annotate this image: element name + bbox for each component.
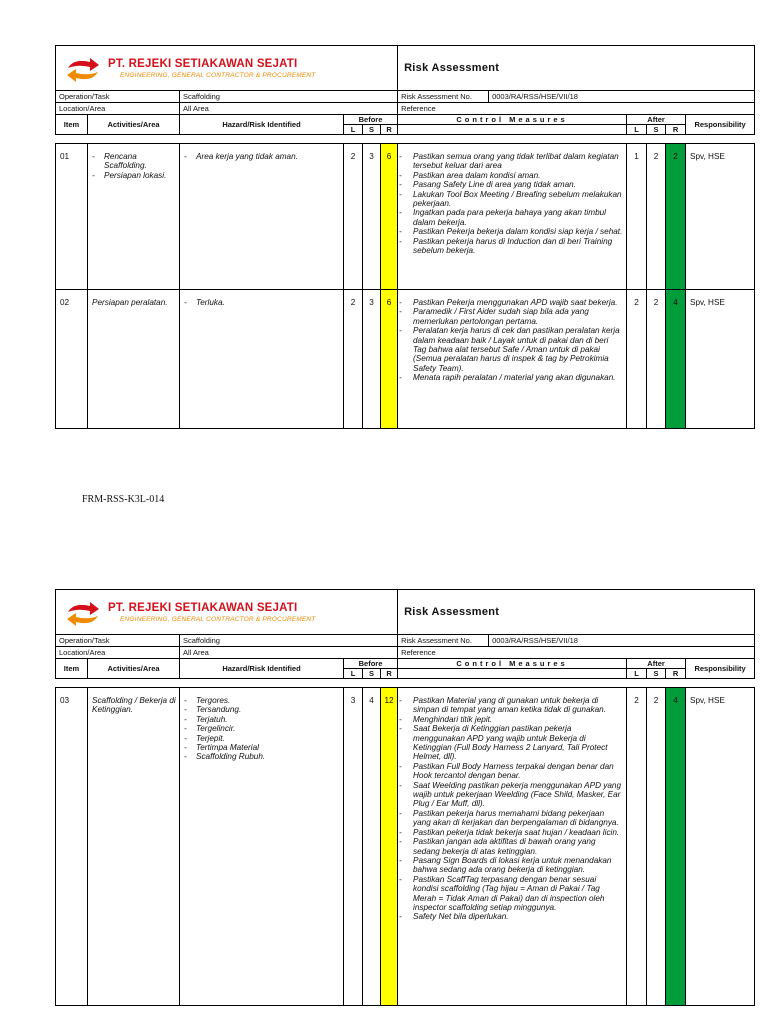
control-item: - Pastikan jangan ada aktifitas di bawah orang yang sedang bekerja di atas ketinggian. [399, 837, 623, 856]
hazard-item: - Terluka. [184, 298, 340, 307]
before-r: 6 [381, 290, 398, 429]
hazard-item: - Tergelincir. [184, 724, 340, 733]
form-code: FRM-RSS-K3L-014 [82, 494, 165, 505]
risk-table-2 [55, 687, 755, 1006]
company-logo-cell [56, 590, 398, 635]
control-item: - Pastikan Pekerja menggunakan APD wajib saat bekerja. [399, 298, 623, 307]
operation-label: Operation/Task [56, 635, 180, 647]
control-list [399, 696, 623, 922]
before-r: 6 [381, 144, 398, 290]
control-item: - Pastikan ScaffTag terpasang dengan benar sesuai kondisi scaffolding (Tag hijau = Aman di Pakai / Tag Merah = Tidak Aman di Pakai) dan di inspection oleh inspector scaffolding setiap minggunya. [399, 875, 623, 913]
arrows-logo-icon [64, 600, 102, 628]
company-tagline: ENGINEERING, GENERAL CONTRACTOR & PROCUREMENT [120, 72, 316, 79]
operation-value: Scaffolding [180, 635, 398, 647]
hazard-item: - Tertimpa Material [184, 743, 340, 752]
after-s: 2 [647, 290, 666, 429]
col-after: After [627, 659, 686, 669]
ra-no-value: 0003/RA/RSS/HSE/VII/18 [489, 91, 755, 103]
activity-text: Scaffolding / Bekerja di Ketinggian. [92, 696, 176, 715]
control-item: - Lakukan Tool Box Meeting / Breafing sebelum melakukan pekerjaan. [399, 190, 623, 209]
hazard-item: - Scaffolding Rubuh. [184, 752, 340, 761]
row-responsibility: Spv, HSE [686, 688, 755, 1006]
control-item: - Menghindari titik jepit. [399, 715, 623, 724]
before-r: 12 [381, 688, 398, 1006]
after-l: 1 [627, 144, 647, 290]
document-title: Risk Assessment [398, 590, 755, 635]
hazard-item: - Tersandung. [184, 705, 340, 714]
company-tagline: ENGINEERING, GENERAL CONTRACTOR & PROCUREMENT [120, 616, 316, 623]
ra-no-label: Risk Assessment No. [398, 635, 489, 647]
operation-label: Operation/Task [56, 91, 180, 103]
operation-value: Scaffolding [180, 91, 398, 103]
row-controls [398, 688, 627, 1006]
after-r: 4 [666, 688, 686, 1006]
control-item: - Saat Bekerja di Ketinggian pastikan pekerja menggunakan APD yang wajib untuk Bekerja di Ketinggian (Full Body Harness 2 Lanyard, Tali Protect Helmet, dll). [399, 724, 623, 762]
before-l: 2 [344, 144, 363, 290]
before-l: 2 [344, 290, 363, 429]
hazard-item: - Tergores. [184, 696, 340, 705]
company-name: PT. REJEKI SETIAKAWAN SEJATI [108, 602, 298, 614]
activity-list [92, 152, 176, 180]
col-after-s: S [647, 669, 666, 679]
control-item: - Safety Net bila diperlukan. [399, 912, 623, 921]
reference-label: Reference [398, 647, 755, 659]
after-s: 2 [647, 688, 666, 1006]
table-row [56, 688, 755, 1006]
after-r: 4 [666, 290, 686, 429]
control-item: - Pasang Safety Line di area yang tidak aman. [399, 180, 623, 189]
company-logo [64, 597, 364, 631]
row-controls [398, 144, 627, 290]
col-after-s: S [647, 125, 666, 135]
activity-text: Persiapan peralatan. [92, 298, 168, 307]
before-s: 3 [363, 144, 381, 290]
control-item: - Pastikan Material yang di gunakan untuk bekerja di simpan di tempat yang aman ketika tidak di gunakan. [399, 696, 623, 715]
control-item: - Pasang Sign Boards di lokasi kerja untuk menandakan bahwa sedang ada orang bekerja di ketinggian. [399, 856, 623, 875]
col-control-blank [398, 669, 627, 679]
hazard-item: - Terjatuh. [184, 715, 340, 724]
risk-assessment-sheet-2 [55, 589, 754, 1006]
col-item: Item [56, 659, 88, 679]
row-activities [88, 688, 180, 1006]
before-s: 4 [363, 688, 381, 1006]
control-item: - Pastikan Full Body Harness terpakai dengan benar dan Hook tercantol dengan benar. [399, 762, 623, 781]
control-item: - Pastikan Pekerja bekerja dalam kondisi siap kerja / sehat. [399, 227, 623, 236]
reference-label: Reference [398, 103, 755, 115]
col-after-l: L [627, 669, 647, 679]
control-item: - Pastikan pekerja harus memahami bidang pekerjaan yang akan di kerjakan dan berpengalaman di bidangnya. [399, 809, 623, 828]
col-before-l: L [344, 669, 363, 679]
after-l: 2 [627, 688, 647, 1006]
col-after-r: R [666, 125, 686, 135]
hazard-item: - Terjepit. [184, 734, 340, 743]
after-r: 2 [666, 144, 686, 290]
control-list [399, 152, 623, 255]
row-hazards [180, 688, 344, 1006]
row-hazards [180, 290, 344, 429]
col-item: Item [56, 115, 88, 135]
control-item: - Pastikan area dalam kondisi aman. [399, 171, 623, 180]
ra-no-value: 0003/RA/RSS/HSE/VII/18 [489, 635, 755, 647]
form-header [55, 45, 755, 135]
col-before-s: S [363, 669, 381, 679]
row-activities [88, 144, 180, 290]
col-responsibility: Responsibility [686, 115, 755, 135]
row-item-number: 01 [56, 144, 88, 290]
control-item: - Saat Weelding pastikan pekerja menggunakan APD yang wajib untuk pekerjaan Weelding (Face Shild, Masker, Ear Plug / Ear Muff, dll). [399, 781, 623, 809]
arrows-logo-icon [64, 56, 102, 84]
location-label: Location/Area [56, 647, 180, 659]
control-list [399, 298, 623, 383]
control-item: - Pastikan pekerja harus di Induction dan di beri Training sebelum bekerja. [399, 237, 623, 256]
control-item: - Pastikan pekerja tidak bekerja saat hujan / keadaan licin. [399, 828, 623, 837]
row-activities [88, 290, 180, 429]
location-value: All Area [180, 647, 398, 659]
table-row [56, 144, 755, 290]
row-responsibility: Spv, HSE [686, 290, 755, 429]
row-hazards [180, 144, 344, 290]
row-item-number: 03 [56, 688, 88, 1006]
col-responsibility: Responsibility [686, 659, 755, 679]
col-before-r: R [381, 125, 398, 135]
control-item: - Menata rapih peralatan / material yang akan digunakan. [399, 373, 623, 382]
col-control-blank [398, 125, 627, 135]
col-before-l: L [344, 125, 363, 135]
hazard-list [184, 152, 340, 161]
activity-item: - Rencana Scaffolding. [92, 152, 176, 171]
hazard-item: - Area kerja yang tidak aman. [184, 152, 340, 161]
col-control: Control Measures [398, 115, 627, 125]
control-item: - Ingatkan pada para pekerja bahaya yang akan timbul dalam bekerja. [399, 208, 623, 227]
after-l: 2 [627, 290, 647, 429]
control-item: - Paramedik / First Aider sudah siap bila ada yang memerlukan pertolongan pertama. [399, 307, 623, 326]
form-header [55, 589, 755, 679]
ra-no-label: Risk Assessment No. [398, 91, 489, 103]
row-responsibility: Spv, HSE [686, 144, 755, 290]
hazard-list [184, 298, 340, 307]
col-before: Before [344, 115, 398, 125]
control-item: - Peralatan kerja harus di cek dan pastikan peralatan kerja dalam keadaan baik / Layak untuk di pakai dan di beri Tag bahwa alat tersebut Safe / Aman untuk di pakai (Semua peralatan harus di inspek & tag by Petrokimia Safety Team). [399, 326, 623, 373]
col-after: After [627, 115, 686, 125]
col-activities: Activities/Area [88, 659, 180, 679]
col-before-r: R [381, 669, 398, 679]
row-controls [398, 290, 627, 429]
risk-table-1 [55, 143, 755, 429]
document-title: Risk Assessment [398, 46, 755, 91]
col-activities: Activities/Area [88, 115, 180, 135]
after-s: 2 [647, 144, 666, 290]
company-name: PT. REJEKI SETIAKAWAN SEJATI [108, 58, 298, 70]
col-after-l: L [627, 125, 647, 135]
activity-item: - Persiapan lokasi. [92, 171, 176, 180]
col-control: Control Measures [398, 659, 627, 669]
col-hazard: Hazard/Risk Identified [180, 115, 344, 135]
location-value: All Area [180, 103, 398, 115]
row-item-number: 02 [56, 290, 88, 429]
table-row [56, 290, 755, 429]
col-before-s: S [363, 125, 381, 135]
before-s: 3 [363, 290, 381, 429]
before-l: 3 [344, 688, 363, 1006]
col-before: Before [344, 659, 398, 669]
control-item: - Pastikan semua orang yang tidak terlibat dalam kegiatan tersebut keluar dari area [399, 152, 623, 171]
risk-assessment-sheet-1 [55, 45, 754, 429]
col-after-r: R [666, 669, 686, 679]
col-hazard: Hazard/Risk Identified [180, 659, 344, 679]
company-logo-cell [56, 46, 398, 91]
hazard-list [184, 696, 340, 762]
location-label: Location/Area [56, 103, 180, 115]
company-logo [64, 53, 364, 87]
